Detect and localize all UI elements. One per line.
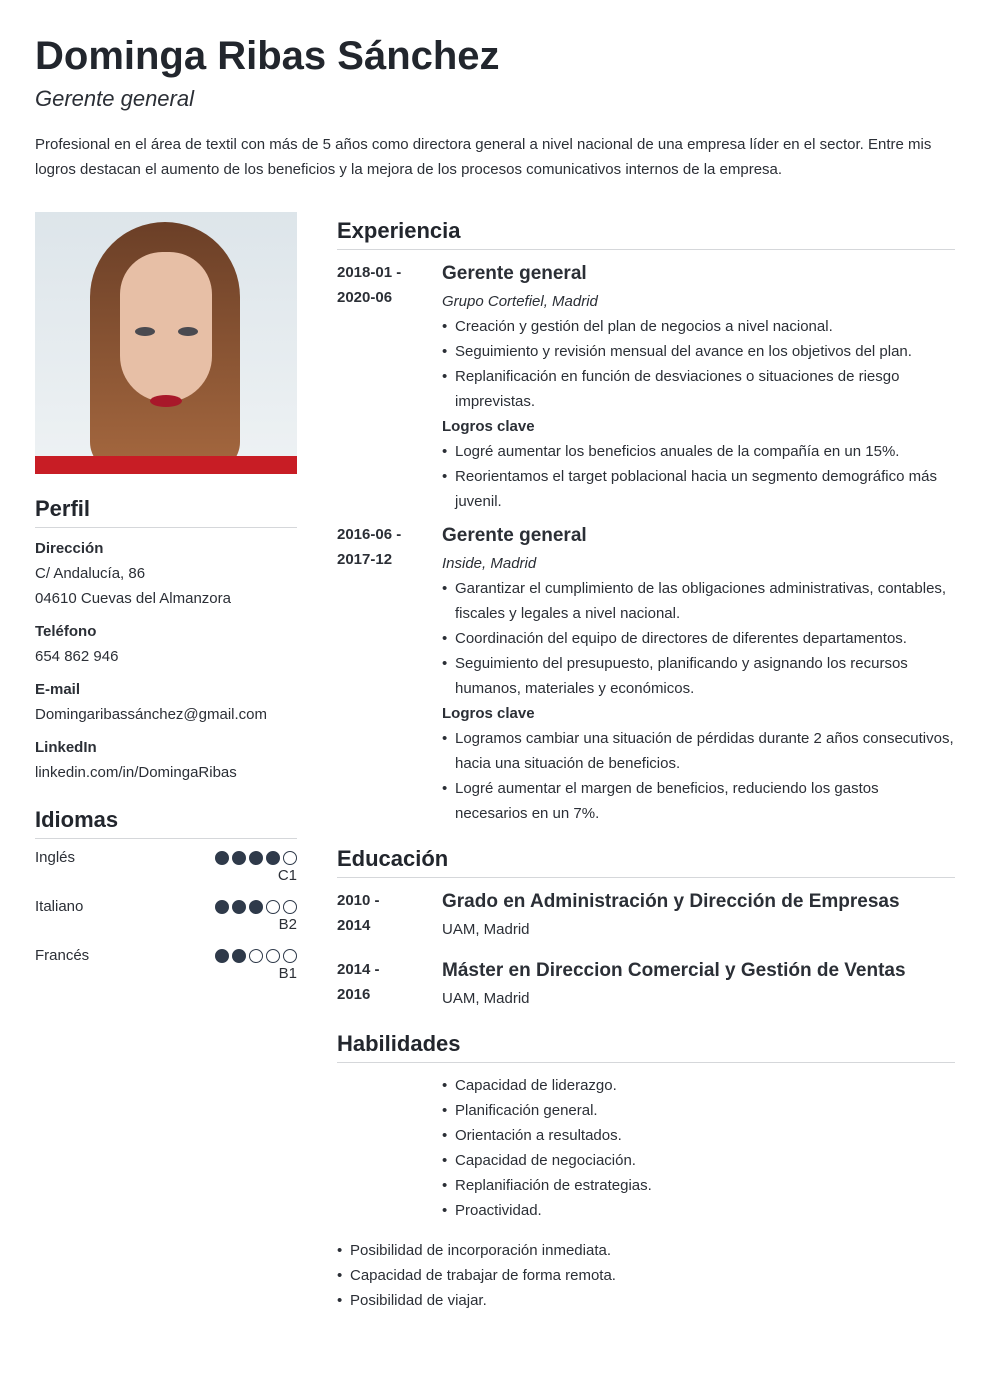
achievement-item: • Reorientamos el target poblacional hacia un segmento demográfico más juvenil.	[442, 464, 955, 514]
filled-dot-icon	[215, 949, 229, 963]
summary: Profesional en el área de textil con más de 5 años como directora general a nivel nacional de una empresa líder en el sector. Entre mis logros destacan el aumento de los beneficios y la mejora de los procesos comunicativos internos de la empresa.	[35, 136, 932, 178]
phone-label: Teléfono	[35, 623, 97, 640]
bullet-item: • Creación y gestión del plan de negocios a nivel nacional.	[442, 314, 955, 339]
date-end: 2016	[337, 986, 371, 1003]
filled-dot-icon	[249, 851, 263, 865]
email-label: E-mail	[35, 681, 81, 698]
skill-item: • Proactividad.	[442, 1198, 955, 1223]
language-name: Inglés	[35, 849, 76, 866]
education-list	[337, 888, 955, 1011]
date-start: 2014 -	[337, 961, 380, 978]
skill-item: • Orientación a resultados.	[442, 1123, 955, 1148]
filled-dot-icon	[232, 900, 246, 914]
entry-title: Gerente general	[442, 263, 587, 284]
date-end: 2020-06	[337, 289, 393, 306]
bullet-item: • Coordinación del equipo de directores de diferentes departamentos.	[442, 626, 955, 651]
language-rating	[215, 845, 297, 888]
bullet-list	[442, 314, 955, 414]
date-range	[337, 522, 442, 826]
section-heading-profile: Perfil	[35, 494, 297, 528]
date-start: 2018-01 -	[337, 264, 402, 281]
rating-dots	[215, 894, 297, 914]
empty-dot-icon	[266, 949, 280, 963]
education-entry	[337, 957, 955, 1011]
date-range	[337, 888, 442, 942]
language-item	[35, 845, 297, 888]
extra-list	[337, 1238, 955, 1313]
date-range	[337, 260, 442, 514]
language-level: C1	[277, 867, 297, 884]
right-column	[337, 216, 955, 1313]
bullet-item: • Seguimiento y revisión mensual del avance en los objetivos del plan.	[442, 339, 955, 364]
filled-dot-icon	[232, 851, 246, 865]
section-heading-education: Educación	[337, 844, 955, 878]
education-entry	[337, 888, 955, 942]
bullet-list	[442, 576, 955, 701]
skill-item: • Planificación general.	[442, 1098, 955, 1123]
entry-organization: Inside, Madrid	[442, 555, 537, 572]
entry-organization: Grupo Cortefiel, Madrid	[442, 293, 598, 310]
phone: 654 862 946	[35, 648, 119, 665]
profile-photo	[35, 212, 297, 474]
entry-body	[442, 522, 955, 826]
skills-list	[442, 1073, 955, 1223]
language-item	[35, 943, 297, 986]
date-end: 2017-12	[337, 551, 393, 568]
section-heading-languages: Idiomas	[35, 805, 297, 839]
key-achievements-label: Logros clave	[442, 418, 535, 435]
language-rating	[215, 894, 297, 937]
entry-organization: UAM, Madrid	[442, 921, 530, 938]
linkedin: linkedin.com/in/DomingaRibas	[35, 764, 237, 781]
achievement-list	[442, 726, 955, 826]
experience-entry	[337, 522, 955, 826]
entry-title: Máster en Direccion Comercial y Gestión de Ventas	[442, 960, 906, 981]
address-label: Dirección	[35, 540, 104, 557]
job-title: Gerente general	[35, 86, 194, 111]
filled-dot-icon	[215, 900, 229, 914]
empty-dot-icon	[266, 900, 280, 914]
date-end: 2014	[337, 917, 371, 934]
language-level: B2	[278, 916, 297, 933]
extra-item: • Capacidad de trabajar de forma remota.	[337, 1263, 955, 1288]
entry-body	[442, 888, 955, 942]
email: Domingaribassánchez@gmail.com	[35, 706, 267, 723]
date-start: 2010 -	[337, 892, 380, 909]
extra-item: • Posibilidad de viajar.	[337, 1288, 955, 1313]
entry-title: Gerente general	[442, 525, 587, 546]
achievement-item: • Logré aumentar los beneficios anuales de la compañía en un 15%.	[442, 439, 955, 464]
bullet-item: • Replanificación en función de desviaciones o situaciones de riesgo imprevistas.	[442, 364, 955, 414]
section-heading-experience: Experiencia	[337, 216, 955, 250]
entry-title: Grado en Administración y Dirección de Empresas	[442, 891, 900, 912]
extra-item: • Posibilidad de incorporación inmediata.	[337, 1238, 955, 1263]
bullet-item: • Garantizar el cumplimiento de las obligaciones administrativas, contables, fiscales y legales a nivel nacional.	[442, 576, 955, 626]
rating-dots	[215, 845, 297, 865]
language-list	[35, 845, 297, 986]
bullet-item: • Seguimiento del presupuesto, planificando y asignando los recursos humanos, materiales y económicos.	[442, 651, 955, 701]
language-name: Francés	[35, 947, 90, 964]
date-range	[337, 957, 442, 1011]
rating-dots	[215, 943, 297, 963]
achievement-item: • Logramos cambiar una situación de pérdidas durante 2 años consecutivos, hacia una situación de beneficios.	[442, 726, 955, 776]
skill-item: • Capacidad de negociación.	[442, 1148, 955, 1173]
filled-dot-icon	[215, 851, 229, 865]
address-line2: 04610 Cuevas del Almanzora	[35, 590, 231, 607]
language-rating	[215, 943, 297, 986]
entry-body	[442, 260, 955, 514]
date-start: 2016-06 -	[337, 526, 402, 543]
linkedin-label: LinkedIn	[35, 739, 97, 756]
filled-dot-icon	[232, 949, 246, 963]
achievement-list	[442, 439, 955, 514]
left-column	[35, 212, 297, 986]
key-achievements-label: Logros clave	[442, 705, 535, 722]
entry-organization: UAM, Madrid	[442, 990, 530, 1007]
achievement-item: • Logré aumentar el margen de beneficios, reduciendo los gastos necesarios en un 7%.	[442, 776, 955, 826]
language-name: Italiano	[35, 898, 84, 915]
experience-list	[337, 260, 955, 826]
entry-body	[442, 957, 955, 1011]
language-item	[35, 894, 297, 937]
candidate-name: Dominga Ribas Sánchez	[35, 34, 500, 78]
skill-item: • Capacidad de liderazgo.	[442, 1073, 955, 1098]
address-line1: C/ Andalucía, 86	[35, 565, 146, 582]
skill-item: • Replanifiación de estrategias.	[442, 1173, 955, 1198]
empty-dot-icon	[249, 949, 263, 963]
section-heading-skills: Habilidades	[337, 1029, 955, 1063]
experience-entry	[337, 260, 955, 514]
language-level: B1	[278, 965, 297, 982]
filled-dot-icon	[249, 900, 263, 914]
